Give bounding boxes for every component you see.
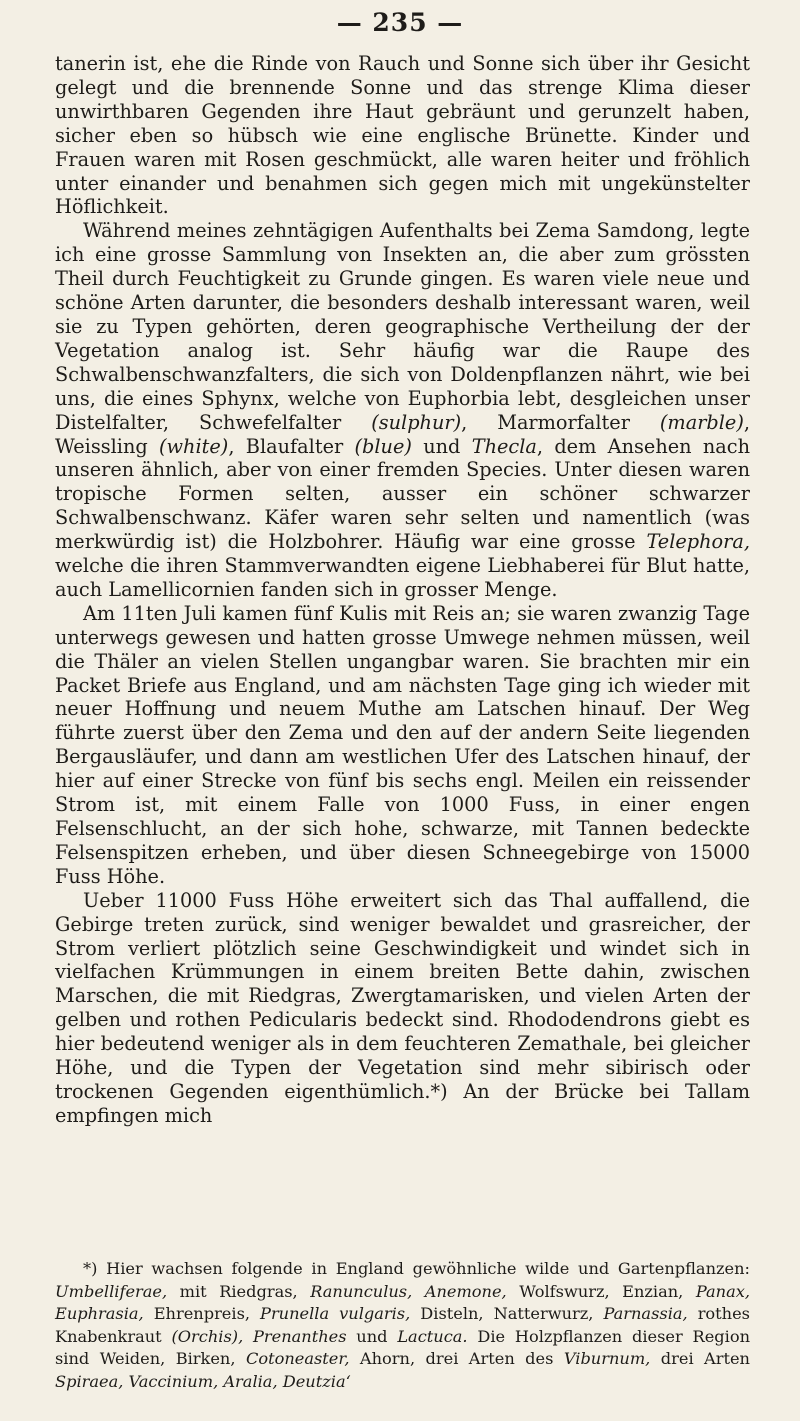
footnote-term: Parnassia, [603,1304,688,1323]
term-sulphur: (sulphur) [371,410,462,434]
footnote-text: Disteln, Natterwurz, [410,1304,604,1323]
footnote-text: Ahorn, drei Arten des [349,1349,564,1368]
footnote-term: Lactuca. [397,1326,468,1346]
footnote-text: und [346,1326,398,1346]
footnote [55,1258,750,1393]
paragraph-4 [55,889,750,1128]
paragraph-3 [55,602,750,889]
footnote-text: drei Arten [650,1349,750,1368]
footnote-term: Viburnum, [563,1349,651,1368]
term-blue: (blue) [354,434,412,458]
paragraph-2-text: Während meines zehntägigen Aufenthalts bei Zema Samdong, legte ich eine grosse Sammlung von Insekten an, die aber zum grössten Theil durch Feuchtigkeit zu Grunde gingen. Es waren viele neue und schöne Arten darunter, die besonders deshalb interessant waren, weil sie zu Typen gehörten, deren geographische Vertheilung der der Vegetation analog ist. Sehr häufig war die Raupe des Schwalbenschwanzfalters, die sich von Doldenpflanzen nährt, wie bei uns, die eines Sphynx, welche von Euphorbia lebt, desgleichen unser Distelfalter, Schwefelfalter [55,219,750,434]
footnote-term: Cotoneaster, [245,1349,350,1368]
paragraph-2-text: , dem Ansehen nach unseren ähnlich, aber von einer fremden Species. Unter diesen waren tropische Formen selten, ausser ein schöner schwarzer Schwalbenschwanz. Käfer waren sehr selten und namentlich (was merkwürdig ist) die Holzbohrer. Häufig war eine grosse [55,434,751,554]
footnote-term: Spiraea, Vaccinium, Aralia, Deutzia‘ [55,1371,351,1391]
footnote-term: Ranunculus, Anemone, [310,1281,507,1301]
footnote-text: rothes Knabenkraut [55,1304,750,1346]
footnote-text: mit Riedgras, [167,1281,311,1301]
paragraph-4-text: Ueber 11000 Fuss Höhe erweitert sich das Thal auffallend, die Gebirge treten zurück, sind weniger bewaldet und grasreicher, der Strom verliert plötzlich seine Geschwindigkeit und windet sich in vielfachen Krümmungen in einem breiten Bette dahin, zwischen Marschen, die mit Riedgras, Zwergtamarisken, und vielen Arten der gelben und rothen Pedicularis bedeckt sind. Rhododendrons giebt es hier bedeutend weniger als in dem feuchteren Zemathale, bei gleicher Höhe, und die Typen der Vegetation sind mehr sibirisch oder trockenen Gegenden eigenthümlich.*) An der Brücke bei Tallam empfingen mich [55,888,750,1127]
term-thecla: Thecla [471,434,537,458]
paragraph-2 [55,219,750,602]
paragraph-2-text: , Marmorfalter [461,410,660,434]
footnote-text: *) Hier wachsen folgende in England gewöhnliche wilde und Gartenpflanzen: [83,1259,750,1278]
footnote-term: (Orchis), Prenanthes [171,1326,347,1346]
paragraph-2-text: und [411,434,472,458]
footnote-term: Umbelliferae, [55,1281,168,1301]
footnote-paragraph [55,1258,750,1393]
body-text [55,52,750,1128]
paragraph-1-text: tanerin ist, ehe die Rinde von Rauch und Sonne sich über ihr Gesicht gelegt und die brennende Sonne und das strenge Klima dieser unwirthbaren Gegenden ihre Haut gebräunt und gerunzelt haben, sicher eben so hübsch wie eine englische Brünette. Kinder und Frauen waren mit Rosen geschmückt, alle waren heiter und fröhlich unter einander und benahmen sich gegen mich mit ungekünstelter Höflichkeit. [55,52,750,219]
footnote-term: Panax, Euphrasia, [55,1281,751,1323]
footnote-text: Ehrenpreis, [143,1304,261,1323]
paragraph-1 [55,52,750,219]
footnote-text: Wolfswurz, Enzian, [506,1281,696,1301]
paragraph-2-text: , Weissling [55,410,751,458]
footnote-text: Die Holzpflanzen dieser Region sind Weiden, Birken, [55,1326,750,1368]
paragraph-3-text: Am 11ten Juli kamen fünf Kulis mit Reis an; sie waren zwanzig Tage unterwegs gewesen und hatten grosse Umwege nehmen müssen, weil die Thäler an vielen Stellen ungangbar waren. Sie brachten mir ein Packet Briefe aus England, und am nächsten Tage ging ich wieder mit neuer Hoffnung und neuem Muthe am Latschen hinauf. Der Weg führte zuerst über den Zema und den auf der andern Seite liegenden Bergausläufer, und dann am westlichen Ufer des Latschen hinauf, der hier auf einer Strecke von fünf bis sechs engl. Meilen ein reissender Strom ist, mit einem Falle von 1000 Fuss, in einer engen Felsenschlucht, an der sich hohe, schwarze, mit Tannen bedeckte Felsenspitzen erheben, und über diesen Schneegebirge von 15000 Fuss Höhe. [55,601,750,888]
footnote-term: Prunella vulgaris, [260,1304,411,1323]
term-white: (white) [159,434,229,458]
term-telephora: Telephora, [646,530,750,554]
term-marble: (marble) [659,410,744,434]
paragraph-2-text: , Blaufalter [228,434,355,458]
paragraph-2-text: welche die ihren Stammverwandten eigene Liebhaberei für Blut hatte, auch Lamellicornien fanden sich in grosser Menge. [55,554,750,601]
page-number: — 235 — [336,8,464,37]
